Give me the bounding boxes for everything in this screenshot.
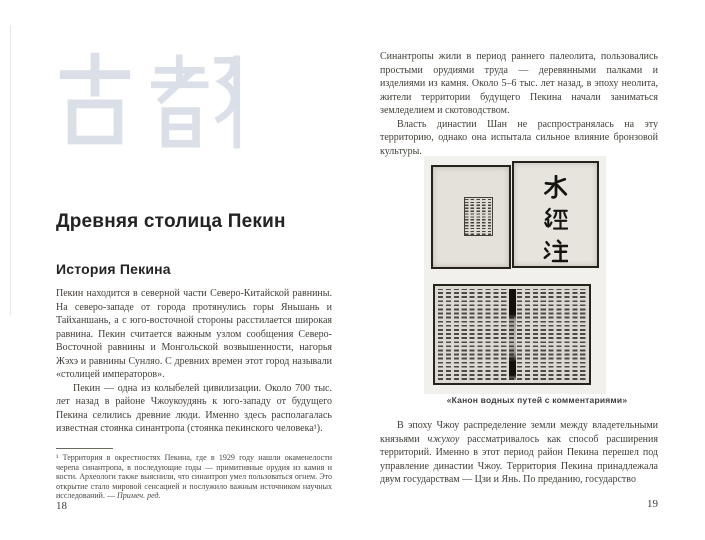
cover-title-column [543, 175, 569, 264]
paragraph-4: Власть династии Шан не распространялась на эту территорию, однако она испытала сильное влияние бронзовой культуры. [380, 118, 658, 157]
cover-seal-colophon [464, 197, 493, 236]
footnote-text: ¹ Территория в окрестностях Пекина, где в 1929 году нашли окаменелости черепа синантропа, в последующие годы — примитивные орудия из камня и кости. Археологи также выяснили, что синантроп умел пользоваться огнем. Это открытие стало мировой сенсацией и послужило важным источником научных исследований. — [56, 453, 332, 501]
footnote [56, 453, 332, 501]
page-right [352, 0, 705, 540]
page-number-left: 18 [56, 500, 67, 512]
body-text-left [56, 287, 332, 436]
chapter-title: Древняя столица Пекин [56, 211, 286, 232]
paragraph-2: Пекин — одна из колыбелей цивилизации. Около 700 тыс. лет назад в районе Чжоукоудянь к юго-западу от будущего Пекина селились древние люди. Именно здесь располагалась известная стоянка синантропа (стоянка пекинского человека¹). [56, 382, 332, 434]
body-text-right-top [380, 50, 658, 158]
book-text-page [433, 284, 591, 385]
paragraph-5-post: рассматривалось как способ расширения территорий. Именно в этот период район Пекина перешел под управление династии Чжоу. Территория Пекина принадлежала двум государствам — Цзи и Янь. По преданию, государство [380, 433, 658, 485]
paragraph-5 [380, 419, 658, 487]
paragraph-1: Пекин находится в северной части Северо-Китайской равнины. На северо-западе от города протянулись горы Яньшань и Тайханшань, а с юго-восточной стороны расстилается широкая равнина. Пекин считается важным узлом сообщения Северо-Восточной равнины и Монгольской возвышенности, нагорья Жэхэ и равнины Сунляо. С древних времен этот город называли «столицей императоров». [56, 288, 332, 380]
section-heading: История Пекина [56, 261, 171, 277]
hanzi-jing-icon [543, 207, 568, 232]
center-fold-strip [509, 289, 516, 380]
hanzi-zhu-icon [543, 239, 568, 264]
page-number-right: 19 [647, 498, 658, 510]
footnote-rule [56, 448, 113, 449]
figure-caption: «Канон водных путей с комментариями» [446, 395, 628, 405]
book-cover-back [431, 165, 511, 269]
paragraph-5-term: чжухоу [427, 433, 460, 445]
paragraph-3: Синантропы жили в период раннего палеолита, пользовались простыми орудиями труда — деревянными палками и изделиями из камня. Около 5–6 тыс. лет назад, в эпоху неолита, жители территории будущего Пекина начали заниматься земледелием и скотоводством. [380, 51, 658, 116]
book-cover-front [512, 161, 599, 268]
hanzi-shui-icon [543, 175, 568, 200]
hanzi-du-icon [151, 52, 243, 151]
page-left [0, 0, 352, 540]
body-text-right-bottom [380, 419, 658, 487]
footnote-attribution: Примеч. ред. [116, 491, 161, 501]
hanzi-gu-icon [54, 50, 136, 147]
watermark-hanzi [54, 50, 243, 151]
paragraph-5-pre: В эпоху Чжоу распределение земли между владетельными князьями [380, 420, 658, 445]
